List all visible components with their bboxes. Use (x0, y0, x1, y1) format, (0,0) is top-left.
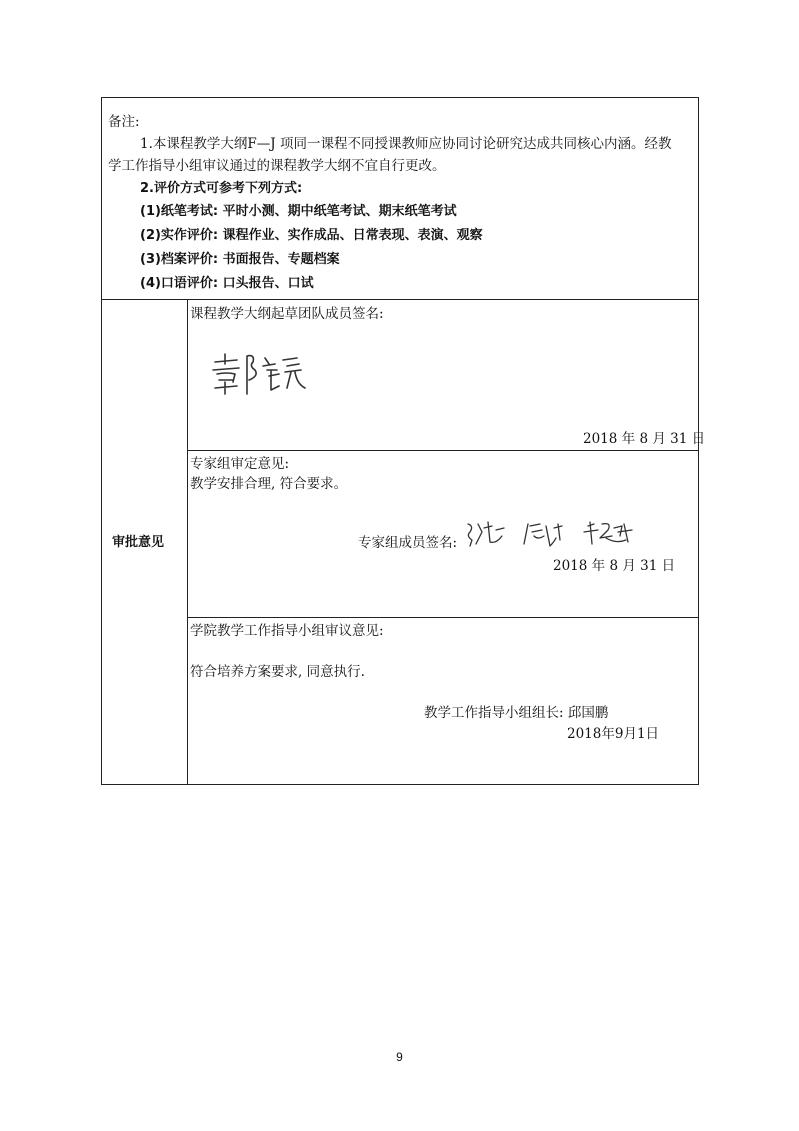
notes-item-2: (2)实作评价: 课程作业、实作成品、日常表现、表演、观察 (140, 228, 483, 243)
expert-date: 2018 年 8 月 31 日 (553, 558, 676, 574)
notes-item-3: (3)档案评价: 书面报告、专题档案 (140, 252, 340, 267)
table-divider (101, 299, 699, 300)
expert-opinion: 教学安排合理, 符合要求。 (190, 476, 348, 492)
expert-sign-label: 专家组成员签名: (358, 535, 458, 551)
drafting-date: 2018 年 8 月 31 日 (583, 431, 706, 447)
notes-line-1a: 1.本课程教学大纲F—J 项同一课程不同授课教师应协同讨论研究达成共同核心内涵。经教 (140, 136, 672, 152)
table-divider (187, 617, 699, 618)
table-divider (187, 450, 699, 451)
drafting-signature-image (207, 350, 312, 400)
notes-item-4: (4)口语评价: 口头报告、口试 (140, 276, 314, 291)
college-leader: 教学工作指导小组组长: 邱国鹏 (424, 705, 609, 721)
table-divider (187, 299, 188, 785)
page-number: 9 (396, 1050, 403, 1064)
notes-line-1b: 学工作指导小组审议通过的课程教学大纲不宜自行更改。 (108, 158, 446, 174)
expert-title: 专家组审定意见: (190, 456, 290, 472)
notes-item-1: (1)纸笔考试: 平时小测、期中纸笔考试、期末纸笔考试 (140, 204, 457, 219)
notes-heading: 备注: (108, 114, 140, 130)
expert-signatures-image (462, 518, 662, 550)
approval-label: 审批意见 (112, 535, 165, 550)
notes-line-2: 2.评价方式可参考下列方式: (140, 181, 303, 196)
college-date: 2018年9月1日 (567, 726, 660, 742)
college-title: 学院教学工作指导小组审议意见: (190, 623, 384, 639)
college-opinion: 符合培养方案要求, 同意执行. (190, 664, 365, 680)
drafting-title: 课程教学大纲起草团队成员签名: (190, 306, 384, 322)
